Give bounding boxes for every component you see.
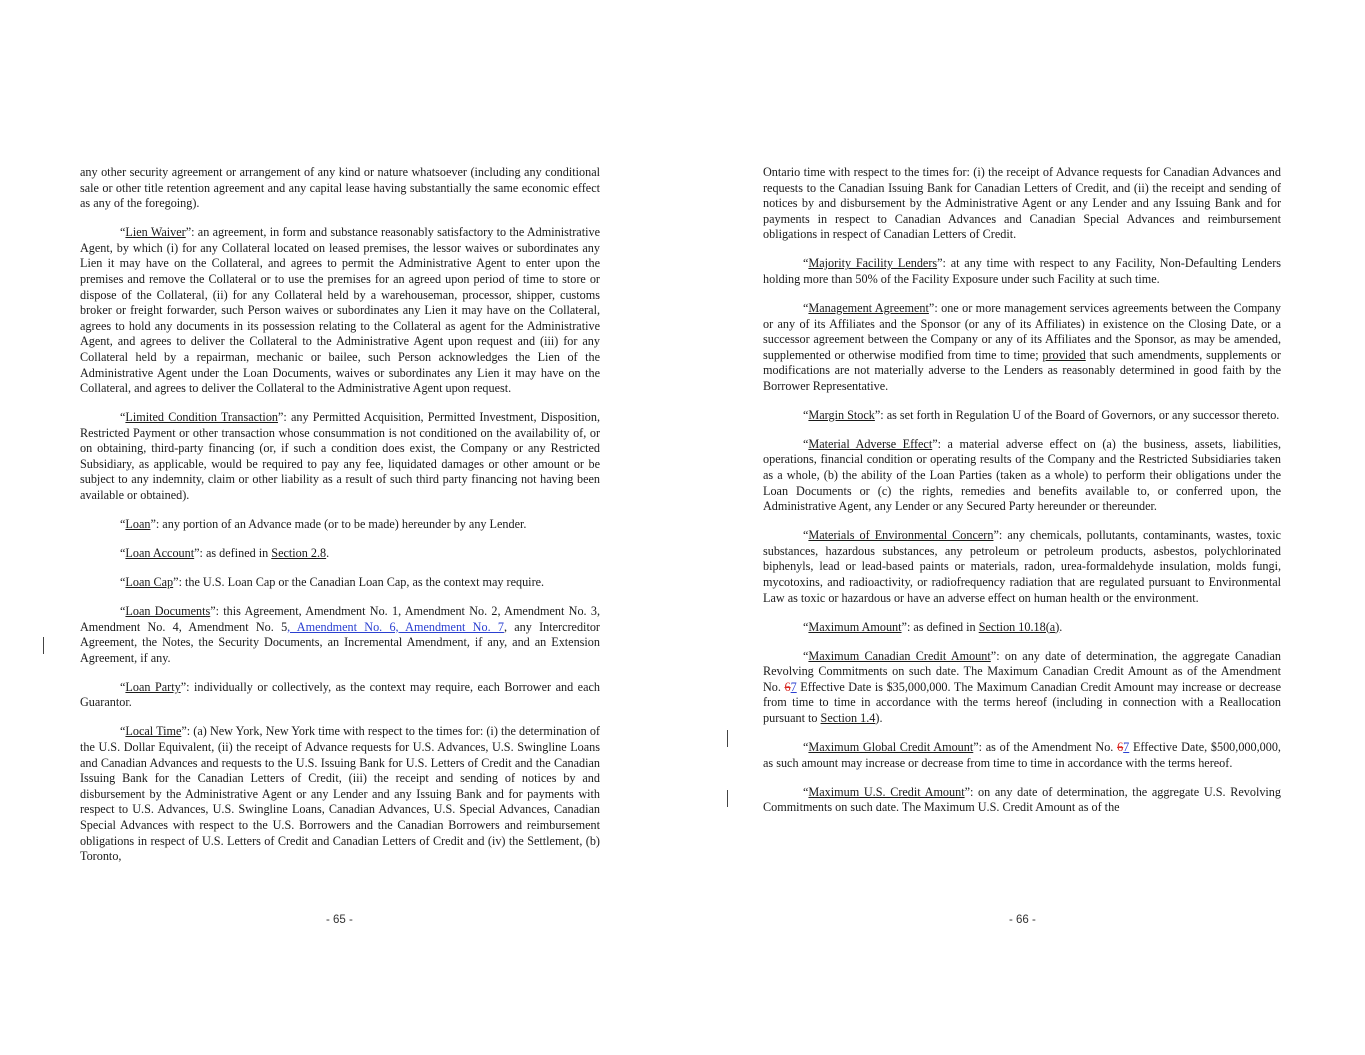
definition-loan-documents: “Loan Documents”: this Agreement, Amendment No. 1, Amendment No. 2, Amendment No. 3, Amendment No. 4, Amendment No. 5, Amendment No. 6, Amendment No. 7, any Intercreditor Agreement, the Notes, the Security Documents, an Incremental Amendment, if any, and an Extension Agreement, if any. bbox=[80, 604, 600, 665]
definition-maximum-canadian-credit-amount: “Maximum Canadian Credit Amount”: on any date of determination, the aggregate Canadian Revolving Commitments on such date. The Maximum Canadian Credit Amount as of the Amendment No. 67 Effective Date is $35,000,000. The Maximum Canadian Credit Amount may increase or decrease from time to time in accordance with the terms hereof (including in connection with a Reallocation pursuant to Section 1.4). bbox=[763, 648, 1281, 725]
provided-term: provided bbox=[1042, 347, 1086, 362]
defined-term: Maximum Canadian Credit Amount bbox=[808, 648, 991, 663]
definition-loan-cap: “Loan Cap”: the U.S. Loan Cap or the Canadian Loan Cap, as the context may require. bbox=[120, 575, 545, 590]
definition-text: ”: as defined in bbox=[194, 546, 272, 561]
defined-term: Local Time bbox=[125, 724, 182, 739]
definition-text: ”: as defined in bbox=[901, 619, 979, 634]
inserted-text: 7 bbox=[1123, 739, 1130, 754]
definition-text-continued: Effective Date, $500,000,000, as such amount may increase or decrease from time to time in accordance with the terms hereof. bbox=[763, 739, 1281, 770]
defined-term: Maximum Global Credit Amount bbox=[808, 739, 974, 754]
left-page bbox=[80, 165, 600, 878]
definition-margin-stock: “Margin Stock”: as set forth in Regulation U of the Board of Governors, or any successor thereto. bbox=[803, 407, 1280, 422]
defined-term: Majority Facility Lenders bbox=[808, 256, 938, 271]
definition-text: ”: as of the Amendment No. bbox=[973, 739, 1118, 754]
deleted-text: 6 bbox=[784, 679, 791, 694]
definition-tail: that such amendments, supplements or modifications are not materially adverse to the Lenders as reasonably determined in good faith by the Borrower Representative. bbox=[763, 347, 1281, 393]
section-reference: Section 2.8 bbox=[271, 546, 327, 561]
definition-text-continued: , any Intercreditor Agreement, the Notes, the Security Documents, an Incremental Amendment, if any, and an Extension Agreement, if any. bbox=[80, 619, 600, 665]
definition-management-agreement: “Management Agreement”: one or more management services agreements between the Company or any of its Affiliates and the Sponsor (or any of its Affiliates) in existence on the Closing Date, or a successor agreement between the Company or any of its Affiliates and the Sponsor, as may be amended, supplemented or otherwise modified from time to time; provided that such amendments, supplements or modifications are not materially adverse to the Lenders as reasonably determined in good faith by the Borrower Representative. bbox=[763, 300, 1282, 393]
definition-text: ”: the U.S. Loan Cap or the Canadian Loan Cap, as the context may require. bbox=[173, 575, 545, 590]
defined-term: Maximum Amount bbox=[808, 619, 902, 634]
definition-text: ”: at any time with respect to any Facility, Non-Defaulting Lenders holding more than 50% of the Facility Exposure under such Facility at such time. bbox=[763, 256, 1282, 286]
inserted-text: 7 bbox=[790, 679, 797, 694]
change-bar bbox=[727, 730, 728, 747]
definition-text: ”: any portion of an Advance made (or to be made) hereunder by any Lender. bbox=[150, 517, 527, 532]
definition-text: ”: this Agreement, Amendment No. 1, Amendment No. 2, Amendment No. 3, Amendment No. 4, Amendment No. 5 bbox=[80, 604, 600, 634]
definition-maximum-amount: “Maximum Amount”: as defined in Section 10.18(a). bbox=[803, 619, 1063, 634]
definition-maximum-us-credit-amount: “Maximum U.S. Credit Amount”: on any date of determination, the aggregate U.S. Revolving Commitments on such date. The Maximum U.S. Credit Amount as of the bbox=[763, 784, 1281, 815]
definition-text: ”: as set forth in Regulation U of the Board of Governors, or any successor thereto. bbox=[874, 407, 1280, 422]
continuation-paragraph: Ontario time with respect to the times for: (i) the receipt of Advance requests for Canadian Advances and requests to the Canadian Issuing Bank for Canadian Letters of Credit, and (ii) the receipt and sending of notices by and disbursement by the Administrative Agent or any Lender and any Issuing Bank and for payments in respect to Canadian Advances and Canadian Special Advances and reimbursement obligations in respect of Canadian Letters of Credit. bbox=[763, 165, 1281, 242]
definition-text: ”: any chemicals, pollutants, contaminants, wastes, toxic substances, hazardous substances, any petroleum or petroleum products, asbestos, polychlorinated biphenyls, lead or lead-based paints or materials, radon, urea-formaldehyde insulation, molds fungi, mycotoxins, and radioactivity, or radiofrequency radiation that are regulated pursuant to Environmental Law as toxic or hazardous or have an adverse effect on human health or the environment. bbox=[763, 528, 1281, 605]
definition-text: ”: a material adverse effect on (a) the business, assets, liabilities, operations, financial condition or operating results of the Company and the Restricted Subsidiaries taken as a whole, (b) the ability of the Loan Parties (taken as a whole) to perform their obligations under the Loan Documents or (c) the rights, remedies and benefits available to, or conferred upon, the Administrative Agent, any Lender or any Secured Party hereunder or thereunder. bbox=[763, 436, 1282, 514]
definition-text-continued: Effective Date is $35,000,000. The Maximum Canadian Credit Amount may increase or decrease from time to time in accordance with the terms hereof (including in connection with a Reallocation pursuant to bbox=[763, 679, 1281, 725]
definition-text: ”: individually or collectively, as the context may require, each Borrower and each Guarantor. bbox=[80, 679, 600, 710]
definition-text: ”: an agreement, in form and substance reasonably satisfactory to the Administrative Agent, by which (i) for any Collateral located on leased premises, the lessor waives or subordinates any Lien it may have on the Collateral, and agrees to permit the Administrative Agent to enter upon the premises and remove the Collateral or to use the premises for an agreed upon period of time to store or dispose of the Collateral, (ii) for any Collateral held by a warehouseman, processor, shipper, customs broker or freight forwarder, such Person waives or subordinates any Lien it may have on the Collateral, agrees to hold any documents in its possession relating to the Collateral as agent for the Administrative Agent, and agrees to deliver the Collateral to the Administrative Agent upon request and (iii) for any Collateral held by a repairman, mechanic or bailee, such Person acknowledges the Lien of the Administrative Agent under the Loan Documents, waives or subordinates any Lien it may have on the Collateral, and agrees to deliver the Collateral to the Administrative Agent upon request. bbox=[80, 225, 600, 396]
definition-lien-waiver: “Lien Waiver”: an agreement, in form and substance reasonably satisfactory to the Administrative Agent, by which (i) for any Collateral located on leased premises, the lessor waives or subordinates any Lien it may have on the Collateral, and agrees to permit the Administrative Agent to enter upon the premises and remove the Collateral or to use the premises for an agreed upon period of time to store or dispose of the Collateral, (ii) for any Collateral held by a warehouseman, processor, shipper, customs broker or freight forwarder, such Person waives or subordinates any Lien it may have on the Collateral, agrees to hold any documents in its possession relating to the Collateral as agent for the Administrative Agent, and agrees to deliver the Collateral to the Administrative Agent upon request and (iii) for any Collateral held by a repairman, mechanic or bailee, such Person acknowledges the Lien of the Administrative Agent under the Loan Documents, waives or subordinates any Lien it may have on the Collateral, and agrees to deliver the Collateral to the Administrative Agent upon request. bbox=[80, 225, 600, 396]
defined-term: Margin Stock bbox=[808, 407, 875, 422]
defined-term: Loan Account bbox=[125, 546, 195, 561]
definition-text: ”: one or more management services agreements between the Company or any of its Affiliates and the Sponsor (or any of its Affiliates) in existence on the Closing Date, or a successor agreement between the Company or any of its Affiliates and the Sponsor, as may be amended, supplemented or otherwise modified from time to time; bbox=[763, 300, 1282, 362]
defined-term: Loan Party bbox=[125, 679, 181, 694]
definition-text: ”: on any date of determination, the aggregate Canadian Revolving Commitments on such date. The Maximum Canadian Credit Amount as of the Amendment No. bbox=[763, 648, 1281, 694]
right-page bbox=[763, 165, 1281, 829]
definition-loan: “Loan”: any portion of an Advance made (or to be made) hereunder by any Lender. bbox=[120, 517, 527, 532]
page-number: - 66 - bbox=[1009, 914, 1036, 926]
definition-local-time: “Local Time”: (a) New York, New York time with respect to the times for: (i) the determination of the U.S. Dollar Equivalent, (ii) the receipt of Advance requests for U.S. Advances, U.S. Swingline Loans and Canadian Advances and requests to the U.S. Issuing Bank for U.S. Letters of Credit and the Canadian Issuing Bank for the Canadian Letters of Credit, (iii) the receipt and sending of notices by and disbursement by the Administrative Agent or any Lender and any Issuing Bank and for payments with respect to U.S. Advances, U.S. Swingline Loans, Canadian Advances, U.S. Special Advances, Canadian Special Advances with respect to the U.S. Borrowers and the Canadian Borrowers and reimbursement obligations in respect of U.S. Letters of Credit and Canadian Letters of Credit and (iv) the Settlement, (b) Toronto, bbox=[80, 724, 600, 864]
section-reference: Section 1.4 bbox=[820, 710, 876, 725]
definition-loan-party: “Loan Party”: individually or collectively, as the context may require, each Borrower and each Guarantor. bbox=[80, 679, 600, 710]
defined-term: Management Agreement bbox=[808, 300, 929, 315]
defined-term: Limited Condition Transaction bbox=[125, 410, 279, 425]
definition-material-adverse-effect: “Material Adverse Effect”: a material adverse effect on (a) the business, assets, liabilities, operations, financial condition or operating results of the Company and the Restricted Subsidiaries taken as a whole, (b) the ability of the Loan Parties (taken as a whole) to perform their obligations under the Loan Documents or (c) the rights, remedies and benefits available to, or conferred upon, the Administrative Agent, any Lender or any Secured Party hereunder or thereunder. bbox=[763, 436, 1282, 514]
deleted-text: 6 bbox=[1117, 739, 1124, 754]
definition-text: ”: (a) New York, New York time with respect to the times for: (i) the determination of the U.S. Dollar Equivalent, (ii) the receipt of Advance requests for U.S. Advances, U.S. Swingline Loans and Canadian Advances and requests to the U.S. Issuing Bank for U.S. Letters of Credit and the Canadian Issuing Bank for the Canadian Letters of Credit, (iii) the receipt and sending of notices by and disbursement by the Administrative Agent or any Lender and any Issuing Bank and for payments with respect to U.S. Advances, U.S. Swingline Loans, Canadian Advances, U.S. Special Advances, Canadian Special Advances with respect to the U.S. Borrowers and the Canadian Borrowers and reimbursement obligations in respect of U.S. Letters of Credit and Canadian Letters of Credit and (iv) the Settlement, (b) Toronto, bbox=[80, 724, 600, 864]
defined-term: Materials of Environmental Concern bbox=[808, 528, 994, 543]
defined-term: Loan Cap bbox=[125, 575, 174, 590]
definition-limited-condition-transaction: “Limited Condition Transaction”: any Permitted Acquisition, Permitted Investment, Disposition, Restricted Payment or other transaction whose consummation is not conditioned on the availability of, or on obtaining, third-party financing (or, if such a condition does exist, the Company or any Restricted Subsidiary, as applicable, would be required to pay any fee, liquidated damages or other amount or be subject to any indemnity, claim or other liability as a result of such third party financing not having been available or obtained). bbox=[80, 410, 600, 503]
defined-term: Lien Waiver bbox=[125, 225, 186, 240]
definition-tail: ). bbox=[875, 710, 883, 725]
defined-term: Loan Documents bbox=[125, 604, 211, 618]
defined-term: Maximum U.S. Credit Amount bbox=[808, 784, 965, 799]
definition-maximum-global-credit-amount: “Maximum Global Credit Amount”: as of the Amendment No. 67 Effective Date, $500,000,000, as such amount may increase or decrease from time to time in accordance with the terms hereof. bbox=[763, 739, 1281, 770]
change-bar bbox=[43, 637, 44, 654]
definition-loan-account: “Loan Account”: as defined in Section 2.8. bbox=[120, 546, 330, 561]
definition-text: ”: any Permitted Acquisition, Permitted Investment, Disposition, Restricted Payment or other transaction whose consummation is not conditioned on the availability of, or on obtaining, third-party financing (or, if such a condition does exist, the Company or any Restricted Subsidiary, as applicable, would be required to pay any fee, liquidated damages or other amount or be subject to any indemnity, claim or other liability as a result of such third party financing not having been available or obtained). bbox=[80, 410, 600, 503]
page-number: - 65 - bbox=[326, 914, 353, 926]
inserted-text: , Amendment No. 6, Amendment No. 7 bbox=[287, 619, 504, 634]
section-reference: Section 10.18(a) bbox=[978, 619, 1060, 634]
continuation-paragraph: any other security agreement or arrangement of any kind or nature whatsoever (including any conditional sale or other title retention agreement and any capital lease having substantially the same economic effect as any of the foregoing). bbox=[80, 165, 600, 211]
defined-term: Loan bbox=[125, 517, 151, 532]
change-bar bbox=[727, 790, 728, 807]
definition-tail: . bbox=[326, 546, 330, 561]
defined-term: Material Adverse Effect bbox=[808, 436, 933, 451]
definition-majority-facility-lenders: “Majority Facility Lenders”: at any time with respect to any Facility, Non-Defaulting Lenders holding more than 50% of the Facility Exposure under such Facility at such time. bbox=[763, 256, 1282, 286]
definition-text: ”: on any date of determination, the aggregate U.S. Revolving Commitments on such date. The Maximum U.S. Credit Amount as of the bbox=[763, 784, 1281, 815]
definition-tail: . bbox=[1059, 619, 1063, 634]
definition-materials-environmental-concern: “Materials of Environmental Concern”: any chemicals, pollutants, contaminants, wastes, toxic substances, hazardous substances, any petroleum or petroleum products, asbestos, polychlorinated biphenyls, lead or lead-based paints or materials, radon, urea-formaldehyde insulation, molds fungi, mycotoxins, and radioactivity, or radiofrequency radiation that are regulated pursuant to Environmental Law as toxic or hazardous or have an adverse effect on human health or the environment. bbox=[763, 528, 1281, 605]
